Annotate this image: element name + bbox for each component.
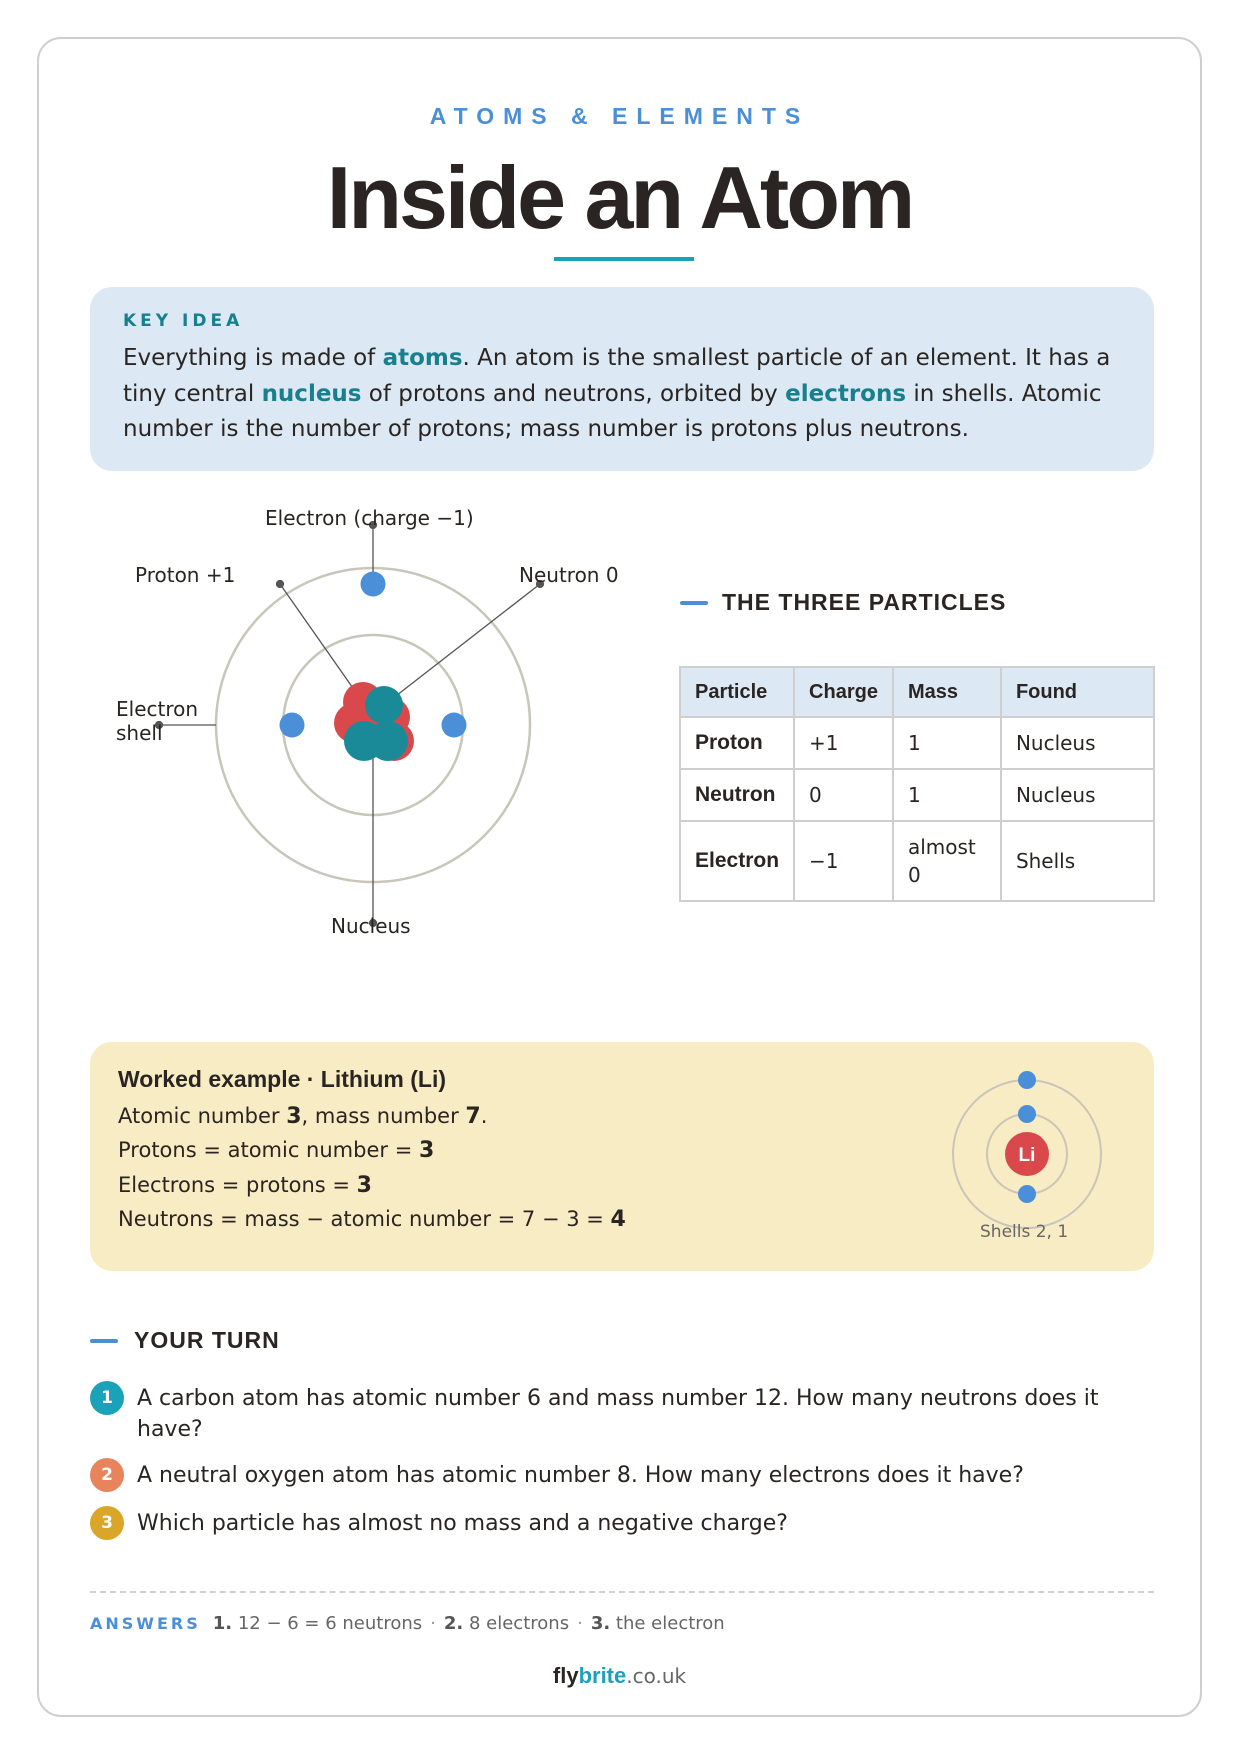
worked-example-box bbox=[90, 1042, 1154, 1271]
term-atoms: atoms bbox=[382, 345, 463, 371]
particles-heading: THE THREE PARTICLES bbox=[722, 589, 1007, 615]
worked-line-2: Protons = atomic number = 3 bbox=[118, 1138, 435, 1163]
label-proton: Proton +1 bbox=[135, 563, 236, 587]
worksheet-page bbox=[37, 37, 1202, 1717]
worked-line-3: Electrons = protons = 3 bbox=[118, 1173, 372, 1198]
lithium-shells-caption: Shells 2, 1 bbox=[980, 1222, 1069, 1242]
title-underline bbox=[554, 257, 694, 261]
section-dash bbox=[680, 601, 708, 605]
cell: Neutron bbox=[680, 769, 794, 821]
section-dash bbox=[90, 1339, 118, 1343]
table-row bbox=[680, 821, 1154, 901]
your-turn-heading: YOUR TURN bbox=[134, 1327, 280, 1353]
label-shell: Electron shell bbox=[116, 697, 199, 745]
cell: +1 bbox=[794, 717, 893, 769]
label-nucleus: Nucleus bbox=[331, 914, 411, 938]
lithium-symbol: Li bbox=[1018, 1145, 1036, 1166]
worked-line-4: Neutrons = mass − atomic number = 7 − 3 = 4 bbox=[118, 1207, 626, 1232]
col-particle: Particle bbox=[680, 667, 794, 717]
page-title: Inside an Atom bbox=[326, 148, 913, 247]
answers-label: ANSWERS bbox=[90, 1614, 201, 1633]
brand-footer: flybrite.co.uk bbox=[552, 1663, 687, 1688]
particles-table bbox=[679, 666, 1155, 902]
col-found: Found bbox=[1001, 667, 1154, 717]
col-charge: Charge bbox=[794, 667, 893, 717]
answers-line: ANSWERS 1. 12 − 6 = 6 neutrons · 2. 8 electrons · 3. the electron bbox=[90, 1613, 725, 1634]
worked-line-1: Atomic number 3, mass number 7. bbox=[118, 1104, 488, 1129]
label-electron: Electron (charge −1) bbox=[265, 506, 474, 530]
answers-divider bbox=[90, 1591, 1154, 1593]
electron bbox=[361, 572, 386, 597]
lithium-electron bbox=[1018, 1071, 1036, 1089]
cell: Nucleus bbox=[1001, 717, 1154, 769]
cell: −1 bbox=[794, 821, 893, 901]
electron bbox=[442, 713, 467, 738]
question-text: A carbon atom has atomic number 6 and mass number 12. How many neutrons does it have? bbox=[137, 1386, 1099, 1442]
term-nucleus: nucleus bbox=[261, 380, 362, 407]
question-text: A neutral oxygen atom has atomic number 8. How many electrons does it have? bbox=[137, 1463, 1024, 1488]
neutron bbox=[368, 721, 408, 761]
cell: 0 bbox=[794, 769, 893, 821]
table-row bbox=[680, 717, 1154, 769]
cell: Shells bbox=[1001, 821, 1154, 901]
lithium-diagram bbox=[937, 1064, 1117, 1244]
electron bbox=[280, 713, 305, 738]
worked-example-title: Worked example · Lithium (Li) bbox=[118, 1066, 446, 1092]
table-header-row bbox=[680, 667, 1154, 717]
topic-eyebrow: ATOMS & ELEMENTS bbox=[429, 103, 810, 129]
question-number-badge: 1 bbox=[90, 1381, 124, 1415]
neutron bbox=[365, 686, 403, 724]
cell: Nucleus bbox=[1001, 769, 1154, 821]
term-electrons: electrons bbox=[785, 380, 907, 407]
cell: Electron bbox=[680, 821, 794, 901]
question-number-badge: 3 bbox=[90, 1506, 124, 1540]
table-row bbox=[680, 769, 1154, 821]
lithium-electron bbox=[1018, 1105, 1036, 1123]
col-mass: Mass bbox=[893, 667, 1001, 717]
key-idea-box bbox=[90, 287, 1154, 471]
label-neutron: Neutron 0 bbox=[519, 563, 619, 587]
nucleus bbox=[334, 682, 414, 761]
cell: Proton bbox=[680, 717, 794, 769]
lithium-electron bbox=[1018, 1185, 1036, 1203]
question-text: Which particle has almost no mass and a negative charge? bbox=[137, 1511, 788, 1536]
cell: 1 bbox=[893, 769, 1001, 821]
cell: 1 bbox=[893, 717, 1001, 769]
question-number-badge: 2 bbox=[90, 1458, 124, 1492]
cell: almost 0 bbox=[893, 821, 1001, 901]
key-idea-label: KEY IDEA bbox=[123, 311, 244, 331]
key-idea-text: Everything is made of atoms. An atom is the smallest particle of an element. It has a tiny central nucleus of protons and neutrons, orbited by electrons in shells. Atomic number is the number of protons; mass number is protons plus neutrons. bbox=[123, 345, 1111, 442]
